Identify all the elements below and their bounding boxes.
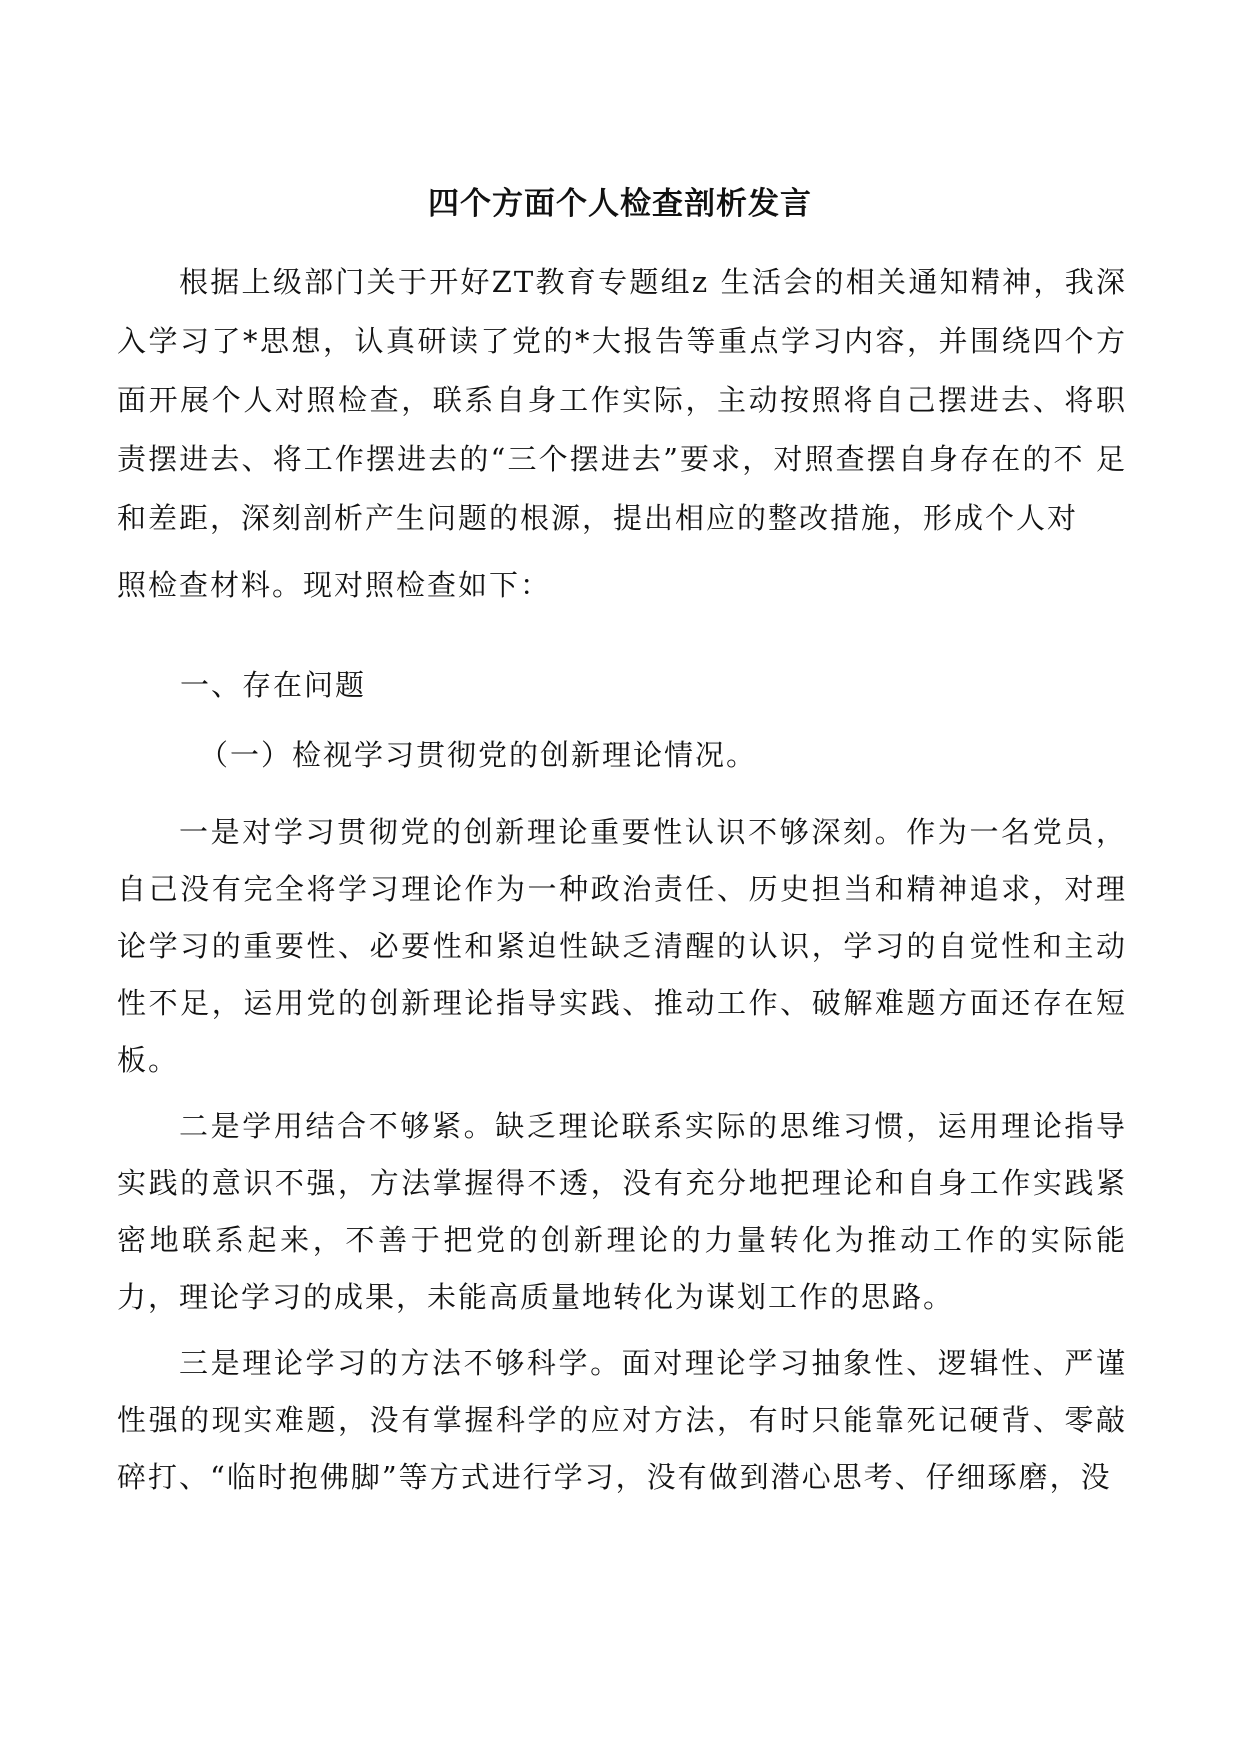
intro-paragraph-tail: 照检查材料。现对照检查如下： [117,568,552,602]
intro-paragraph: 根据上级部门关于开好ZT教育专题组z 生活会的相关通知精神，我深 入学习了*思想，认真研读了党的*大报告等重点学习内容，并围绕四个方 面开展个人对照检查，联系自身工作实际，主动按照将自己摆进去、将职 责摆进去、将工作摆进去的“三个摆进去”要求，对照查摆自身存在的不 足和差距，深刻剖析产生问题的根源，提出相应的整改措施，形成个人对 [117,265,1127,535]
paragraph-point-three: 三是理论学习的方法不够科学。面对理论学习抽象性、逻辑性、严谨性强的现实难题，没有掌握科学的应对方法，有时只能靠死记硬背、零敲碎打、“临时抱佛脚”等方式进行学习，没有做到潜心思考、仔细琢磨，没 [117,1346,1127,1494]
subsection-heading-theory-study: （一）检视学习贯彻党的创新理论情况。 [199,738,758,772]
paragraph-point-two: 二是学用结合不够紧。缺乏理论联系实际的思维习惯，运用理论指导实践的意识不强，方法掌握得不透，没有充分地把理论和自身工作实践紧密地联系起来，不善于把党的创新理论的力量转化为推动工作的实际能力，理论学习的成果，未能高质量地转化为谋划工作的思路。 [117,1109,1127,1314]
paragraph-point-one: 一是对学习贯彻党的创新理论重要性认识不够深刻。作为一名党员，自己没有完全将学习理论作为一种政治责任、历史担当和精神追求，对理论学习的重要性、必要性和紧迫性缺乏清醒的认识，学习的自觉性和主动性不足，运用党的创新理论指导实践、推动工作、破解难题方面还存在短板。 [117,815,1127,1077]
section-heading-problems: 一、存在问题 [180,668,367,702]
document-title: 四个方面个人检查剖析发言 [428,186,812,222]
